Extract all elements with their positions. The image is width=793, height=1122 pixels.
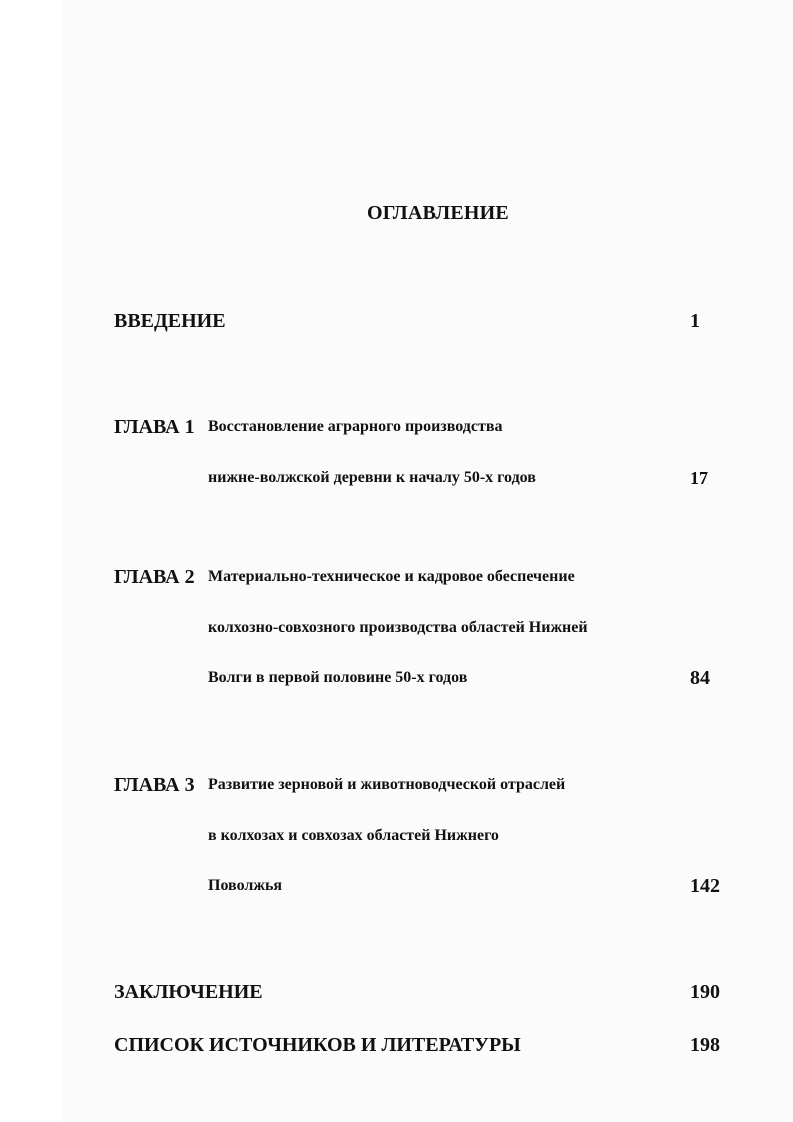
toc-chapter-2-page: 84 [690,667,710,689]
toc-chapter-2-label: ГЛАВА 2 [114,566,195,588]
toc-page-introduction: 1 [690,310,700,332]
page-background [62,0,793,1122]
toc-entry-introduction: ВВЕДЕНИЕ [114,310,226,332]
toc-chapter-2-line-2: колхозно-совхозного производства областей Нижней [208,619,588,636]
toc-chapter-2-line-1: Материально-техническое и кадровое обеспечение [208,568,575,585]
toc-chapter-1-page: 17 [690,468,708,488]
page-title: ОГЛАВЛЕНИЕ [367,202,509,224]
toc-page-bibliography: 198 [690,1034,720,1056]
toc-page-conclusion: 190 [690,981,720,1003]
toc-chapter-1-line-2: нижне-волжской деревни к началу 50-х годов [208,469,536,486]
toc-chapter-3-line-1: Развитие зерновой и животноводческой отраслей [208,776,566,793]
toc-chapter-3-page: 142 [690,875,720,897]
toc-chapter-1-label: ГЛАВА 1 [114,416,195,438]
toc-chapter-2-line-3: Волги в первой половине 50-х годов [208,669,468,686]
toc-chapter-1-line-1: Восстановление аграрного производства [208,418,503,435]
toc-chapter-3-line-3: Поволжья [208,877,283,894]
toc-entry-bibliography: СПИСОК ИСТОЧНИКОВ И ЛИТЕРАТУРЫ [114,1034,521,1056]
toc-chapter-3-line-2: в колхозах и совхозах областей Нижнего [208,827,499,844]
toc-entry-conclusion: ЗАКЛЮЧЕНИЕ [114,981,263,1003]
toc-chapter-3-label: ГЛАВА 3 [114,774,195,796]
